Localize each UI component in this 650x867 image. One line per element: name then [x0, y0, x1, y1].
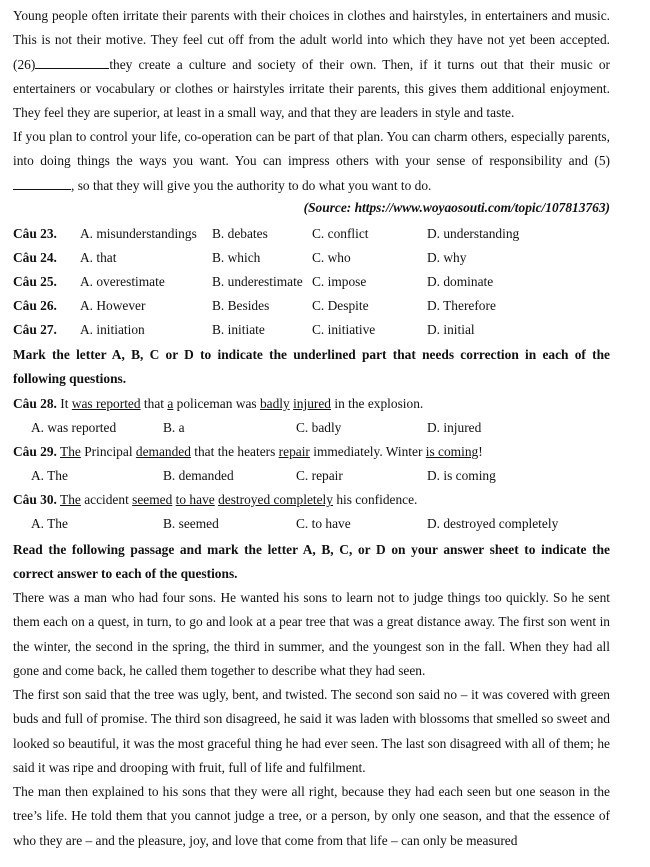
- reading-instruction: Read the following passage and mark the letter A, B, C, or D on your answer sheet to indicate the correct answer to each of the questions.: [13, 542, 610, 582]
- underlined-part-a: was reported: [71, 396, 141, 411]
- question-label: Câu 23.: [13, 226, 57, 241]
- option-b[interactable]: B. demanded: [163, 468, 234, 483]
- underlined-part-c: repair: [278, 444, 310, 459]
- option-a[interactable]: A. However: [80, 298, 146, 313]
- stem-text: in the explosion.: [331, 396, 424, 411]
- underlined-part-b: seemed: [132, 492, 173, 507]
- underlined-part-a: The: [60, 444, 81, 459]
- option-c[interactable]: C. initiative: [312, 322, 376, 337]
- stem-text: that the heaters: [190, 444, 279, 459]
- question-label: Câu 25.: [13, 274, 57, 289]
- question-label: Câu 29.: [13, 444, 57, 459]
- question-30-stem: [13, 489, 623, 511]
- option-d[interactable]: D. injured: [427, 420, 482, 435]
- underlined-part-b: demanded: [135, 444, 191, 459]
- option-d[interactable]: D. dominate: [427, 274, 494, 289]
- option-c[interactable]: C. repair: [296, 468, 343, 483]
- question-label: Câu 24.: [13, 250, 57, 265]
- option-a[interactable]: A. The: [31, 468, 68, 483]
- option-b[interactable]: B. debates: [212, 226, 268, 241]
- question-label: Câu 27.: [13, 322, 57, 337]
- underlined-part-c: badly: [259, 396, 290, 411]
- underlined-part-a: The: [60, 492, 81, 507]
- passage-2-paragraph-1: There was a man who had four sons. He wanted his sons to learn not to judge things too quickly. So he sent them each on a quest, in turn, to go and look at a pear tree that was a great distance away. The first son went in the winter, the second in the spring, the third in summer, and the youngest son in the fall. When they had all gone and come back, he called them together to describe what they had seen.: [13, 590, 610, 678]
- option-b[interactable]: B. a: [163, 420, 185, 435]
- correction-instruction: Mark the letter A, B, C or D to indicate the underlined part that needs correction in each of the following questions.: [13, 347, 610, 387]
- option-a[interactable]: A. overestimate: [80, 274, 165, 289]
- option-a[interactable]: A. The: [31, 516, 68, 531]
- option-c[interactable]: C. impose: [312, 274, 367, 289]
- option-d[interactable]: D. initial: [427, 322, 475, 337]
- passage-text: , so that they will give you the authority to do what you want to do.: [71, 177, 432, 193]
- question-29-stem: [13, 441, 623, 463]
- option-b[interactable]: B. underestimate: [212, 274, 303, 289]
- question-label: Câu 28.: [13, 396, 57, 411]
- option-d[interactable]: D. why: [427, 250, 467, 265]
- passage-text: they create a culture and society of their own. Then, if it turns out that their music or entertainers or vocabulary or clothes or hairstyles irritate their parents, this gives them additional enjoyment. They feel they are superior, at least in a small way, and that they are leaders in style and taste.: [13, 56, 610, 121]
- passage-text: If you plan to control your life, co-operation can be part of that plan. You can charm others, especially parents, into doing things the ways you want. You can impress others with your sense of responsibility and (5): [13, 129, 610, 169]
- option-a[interactable]: A. initiation: [80, 322, 145, 337]
- passage-1-paragraph-1: [13, 4, 610, 125]
- option-c[interactable]: C. who: [312, 250, 351, 265]
- answer-blank-5: [13, 188, 71, 190]
- stem-text: immediately. Winter: [309, 444, 426, 459]
- underlined-part-d: is coming: [425, 444, 479, 459]
- option-a[interactable]: A. that: [80, 250, 117, 265]
- option-a[interactable]: A. misunderstandings: [80, 226, 197, 241]
- option-b[interactable]: B. Besides: [212, 298, 270, 313]
- stem-text: policeman was: [173, 396, 260, 411]
- source-citation: (Source: https://www.woyaosouti.com/topic/107813763): [303, 200, 610, 215]
- passage-text: Young people often irritate their parents with their choices in clothes and hairstyles, in entertainers and music. This is not their motive. They feel cut off from the adult world into which they have not yet been accepted. (26): [13, 8, 610, 72]
- option-d[interactable]: D. Therefore: [427, 298, 496, 313]
- option-b[interactable]: B. initiate: [212, 322, 265, 337]
- question-28-stem: [13, 393, 623, 415]
- option-c[interactable]: C. to have: [296, 516, 351, 531]
- stem-text: !: [478, 444, 483, 459]
- passage-2-paragraph-2: The first son said that the tree was ugly, bent, and twisted. The second son said no – it was covered with green buds and full of promise. The third son disagreed, he said it was laden with blossoms that smelled so sweet and looked so beautiful, it was the most graceful thing he had ever seen. The last son disagreed with all of them; he said it was ripe and drooping with fruit, full of life and fulfilment.: [13, 687, 610, 775]
- underlined-part-b: a: [167, 396, 174, 411]
- option-d[interactable]: D. understanding: [427, 226, 520, 241]
- passage-1-paragraph-2: [13, 125, 610, 198]
- stem-text: his confidence.: [332, 492, 418, 507]
- option-a[interactable]: A. was reported: [31, 420, 117, 435]
- question-label: Câu 26.: [13, 298, 57, 313]
- option-d[interactable]: D. destroyed completely: [427, 516, 559, 531]
- option-c[interactable]: C. conflict: [312, 226, 369, 241]
- underlined-part-c: to have: [175, 492, 215, 507]
- option-c[interactable]: C. badly: [296, 420, 342, 435]
- stem-text: accident: [80, 492, 133, 507]
- option-c[interactable]: C. Despite: [312, 298, 369, 313]
- stem-text: that: [140, 396, 168, 411]
- option-b[interactable]: B. seemed: [163, 516, 219, 531]
- stem-text: Principal: [80, 444, 136, 459]
- option-d[interactable]: D. is coming: [427, 468, 496, 483]
- question-label: Câu 30.: [13, 492, 57, 507]
- underlined-part-d: injured: [293, 396, 331, 411]
- stem-text: It: [56, 396, 72, 411]
- answer-blank-26: [35, 67, 109, 69]
- passage-2-paragraph-3: The man then explained to his sons that they were all right, because they had each seen but one season in the tree’s life. He told them that you cannot judge a tree, or a person, by only one season, and that the essence of who they are – and the pleasure, joy, and love that come from that life – can only be measured: [13, 784, 610, 848]
- option-b[interactable]: B. which: [212, 250, 261, 265]
- underlined-part-d: destroyed completely: [218, 492, 333, 507]
